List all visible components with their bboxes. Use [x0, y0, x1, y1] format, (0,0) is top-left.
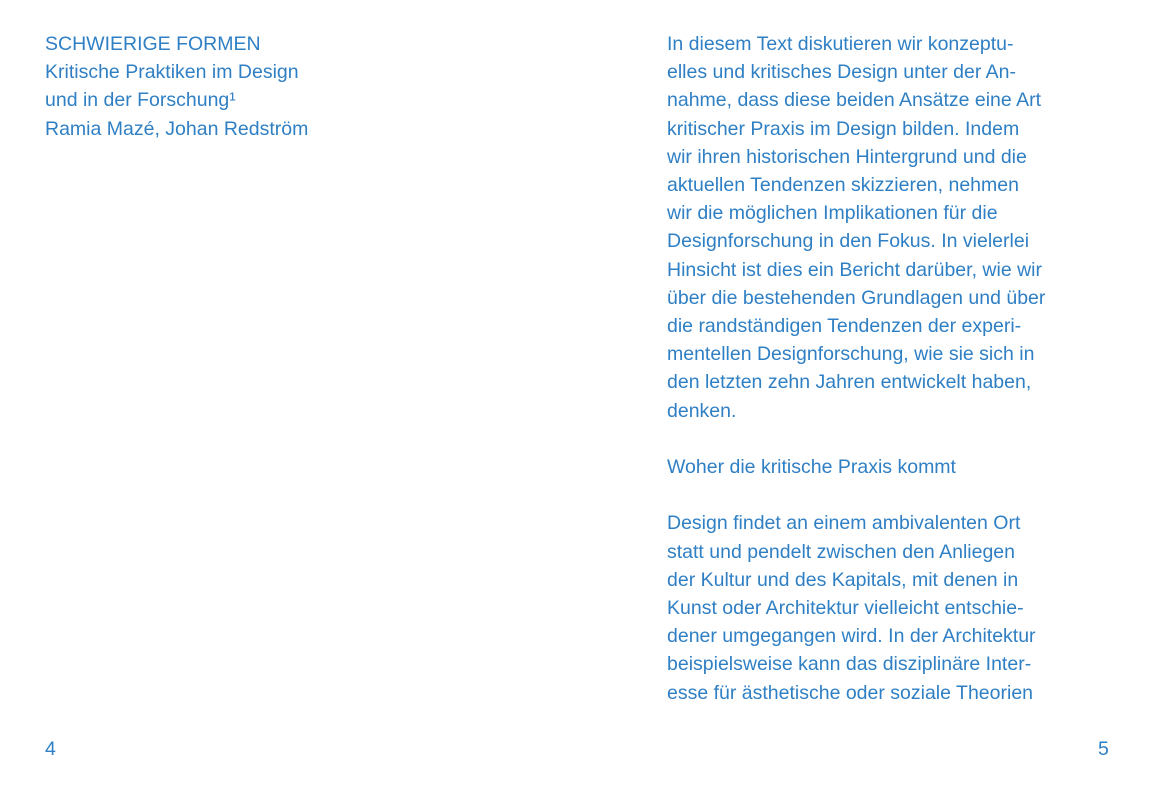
paragraph-gap	[667, 481, 1127, 509]
text-line: wir ihren historischen Hintergrund und die	[667, 145, 1027, 168]
article-title-line-1: Kritische Praktiken im Design	[45, 61, 299, 84]
text-line: die randständigen Tendenzen der experi-	[667, 315, 1022, 338]
section-heading: Woher die kritische Praxis kommt	[667, 456, 956, 479]
left-page	[45, 30, 565, 143]
article-header	[45, 30, 565, 143]
text-line: Hinsicht ist dies ein Bericht darüber, wie wir	[667, 258, 1042, 281]
article-authors: Ramia Mazé, Johan Redström	[45, 117, 309, 140]
text-line: der Kultur und des Kapitals, mit denen in	[667, 568, 1019, 591]
page-number-right: 5	[1098, 738, 1109, 760]
text-line: über die bestehenden Grundlagen und über	[667, 286, 1046, 309]
series-title: SCHWIERIGE FORMEN	[45, 33, 261, 55]
text-line: den letzten zehn Jahren entwickelt haben,	[667, 371, 1032, 394]
text-line: Kunst oder Architektur vielleicht entschie-	[667, 597, 1024, 620]
text-line: statt und pendelt zwischen den Anliegen	[667, 540, 1016, 563]
text-line: kritischer Praxis im Design bilden. Indem	[667, 117, 1020, 140]
paragraph-body	[667, 509, 1127, 706]
text-line: mentellen Designforschung, wie sie sich in	[667, 343, 1035, 366]
text-line: aktuellen Tendenzen skizzieren, nehmen	[667, 174, 1019, 197]
text-line: Designforschung in den Fokus. In vielerlei	[667, 230, 1030, 253]
text-line: nahme, dass diese beiden Ansätze eine Art	[667, 89, 1042, 112]
article-title-line-2: und in der Forschung¹	[45, 89, 236, 112]
right-page	[667, 30, 1127, 707]
text-line: elles und kritisches Design unter der An-	[667, 61, 1017, 84]
page-number-left: 4	[45, 738, 56, 760]
text-line: Design findet an einem ambivalenten Ort	[667, 512, 1021, 535]
text-line: esse für ästhetische oder soziale Theorien	[667, 681, 1034, 704]
text-line: denken.	[667, 399, 737, 422]
paragraph-gap	[667, 425, 1127, 453]
text-line: In diesem Text diskutieren wir konzeptu-	[667, 33, 1014, 55]
text-line: wir die möglichen Implikationen für die	[667, 202, 998, 225]
paragraph-intro	[667, 30, 1127, 425]
text-line: beispielsweise kann das disziplinäre Inter-	[667, 653, 1032, 676]
text-line: dener umgegangen wird. In der Architektur	[667, 625, 1036, 648]
